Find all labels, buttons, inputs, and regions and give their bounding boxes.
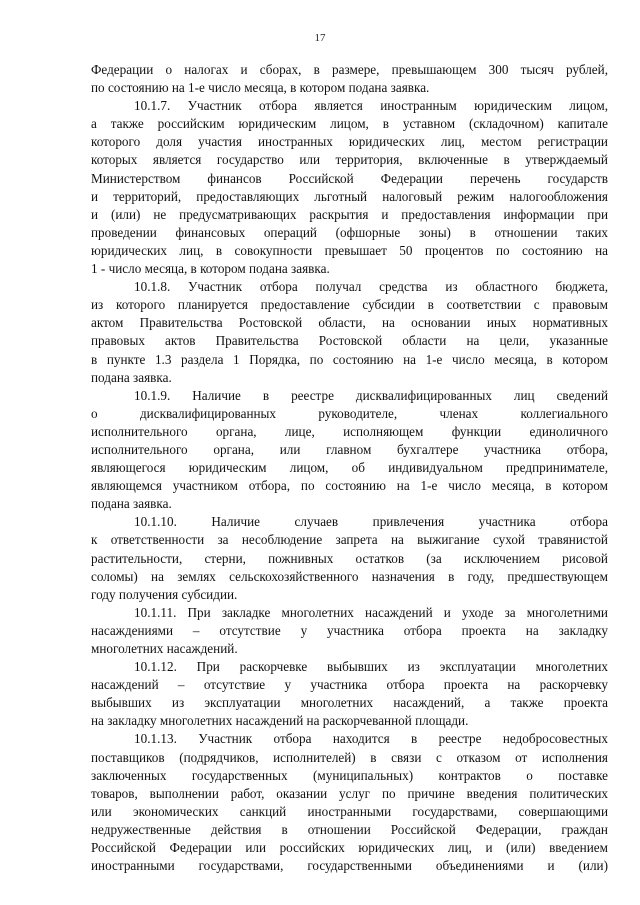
text-line: которых является государство или территория, включенные в утверждаемый bbox=[91, 152, 608, 168]
text-line: исполнительного органа, лице, исполняющем функции единоличного bbox=[91, 423, 608, 439]
text-line: которого доля участия иностранных юридических лиц, местом регистрации bbox=[91, 134, 608, 150]
text-line: или экономических санкций иностранными государствами, совершающими bbox=[91, 803, 608, 819]
text-line: и (или) не предусматривающих раскрытия и предоставления информации при bbox=[91, 206, 608, 222]
paragraph bbox=[91, 387, 608, 514]
text-line: Российской Федерации или российских юридических лиц, и (или) введением bbox=[91, 840, 608, 856]
text-line: иностранными государствами, государственными объединениями и (или) bbox=[91, 858, 608, 874]
text-line: 10.1.12. При раскорчевке выбывших из эксплуатации многолетних bbox=[134, 659, 608, 675]
text-line: юридических лиц, в совокупности превышает 50 процентов по состоянию на bbox=[91, 242, 608, 258]
text-line: 1 - число месяца, в котором подана заявка. bbox=[91, 261, 330, 277]
text-line: 10.1.8. Участник отбора получал средства из областного бюджета, bbox=[134, 279, 608, 295]
text-line: 10.1.11. При закладке многолетних насаждений и уходе за многолетними bbox=[134, 604, 608, 620]
text-line: соломы) на землях сельскохозяйственного назначения в году, предшествующем bbox=[91, 568, 608, 584]
text-line: растительности, стерни, пожнивных остатков (за исключением рисовой bbox=[91, 550, 608, 566]
text-line: товаров, выполнении работ, оказании услуг по причине введения политических bbox=[91, 785, 608, 801]
text-line: выбывших из эксплуатации многолетних насаждений, а также проекта bbox=[91, 695, 608, 711]
text-line: 10.1.10. Наличие случаев привлечения участника отбора bbox=[134, 514, 608, 530]
text-line: а также российским юридическим лицом, в уставном (складочном) капитале bbox=[91, 116, 608, 132]
text-line: актом Правительства Ростовской области, на основании иных нормативных bbox=[91, 315, 608, 331]
text-line: поставщиков (подрядчиков, исполнителей) в связи с отказом от исполнения bbox=[91, 749, 608, 765]
paragraph bbox=[91, 604, 608, 658]
paragraph bbox=[91, 658, 608, 730]
text-line: насаждениями – отсутствие у участника отбора проекта на закладку bbox=[91, 622, 608, 638]
paragraph bbox=[91, 278, 608, 387]
text-line: по состоянию на 1-е число месяца, в котором подана заявка. bbox=[91, 80, 430, 96]
paragraph bbox=[91, 730, 608, 875]
text-line: Министерством финансов Российской Федерации перечень государств bbox=[91, 170, 608, 186]
text-line: на закладку многолетних насаждений на раскорчеванной площади. bbox=[91, 713, 469, 729]
text-line: 10.1.9. Наличие в реестре дисквалифицированных лиц сведений bbox=[134, 387, 608, 403]
text-line: заключенных государственных (муниципальных) контрактов о поставке bbox=[91, 767, 608, 783]
text-line: из которого планируется предоставление субсидии в соответствии с правовым bbox=[91, 297, 608, 313]
text-line: в пункте 1.3 раздела 1 Порядка, по состоянию на 1-е число месяца, в котором bbox=[91, 351, 608, 367]
text-line: 10.1.7. Участник отбора является иностранным юридическим лицом, bbox=[134, 98, 608, 114]
paragraph bbox=[91, 61, 608, 97]
text-line: насаждений – отсутствие у участника отбора проекта на раскорчевку bbox=[91, 677, 608, 693]
paragraph bbox=[91, 513, 608, 603]
text-line: проведении финансовых операций (офшорные зоны) в отношении таких bbox=[91, 224, 608, 240]
text-line: Федерации о налогах и сборах, в размере, превышающем 300 тысяч рублей, bbox=[91, 62, 608, 77]
text-line: году получения субсидии. bbox=[91, 586, 238, 602]
text-line: исполнительного органа, или главном бухгалтере участника отбора, bbox=[91, 441, 608, 457]
text-line: правовых актов Правительства Ростовской области на цели, указанные bbox=[91, 333, 608, 349]
text-line: подана заявка. bbox=[91, 369, 172, 385]
text-line: недружественные действия в отношении Российской Федерации, граждан bbox=[91, 821, 608, 837]
text-line: к ответственности за несоблюдение запрета на выжигание сухой травянистой bbox=[91, 532, 608, 548]
text-line: о дисквалифицированных руководителе, членах коллегиального bbox=[91, 405, 608, 421]
text-line: многолетних насаждений. bbox=[91, 641, 238, 656]
text-line: подана заявка. bbox=[91, 496, 172, 512]
text-line: являющегося юридическим лицом, об индивидуальном предпринимателе, bbox=[91, 460, 608, 476]
paragraph bbox=[91, 97, 608, 278]
text-line: являющемся участником отбора, по состоянию на 1-е число месяца, в котором bbox=[91, 478, 608, 494]
text-line: 10.1.13. Участник отбора находится в реестре недобросовестных bbox=[134, 731, 608, 747]
page-number: 17 bbox=[314, 32, 326, 44]
body-text bbox=[91, 61, 608, 875]
text-line: и территорий, предоставляющих льготный налоговый режим налогообложения bbox=[91, 188, 608, 204]
